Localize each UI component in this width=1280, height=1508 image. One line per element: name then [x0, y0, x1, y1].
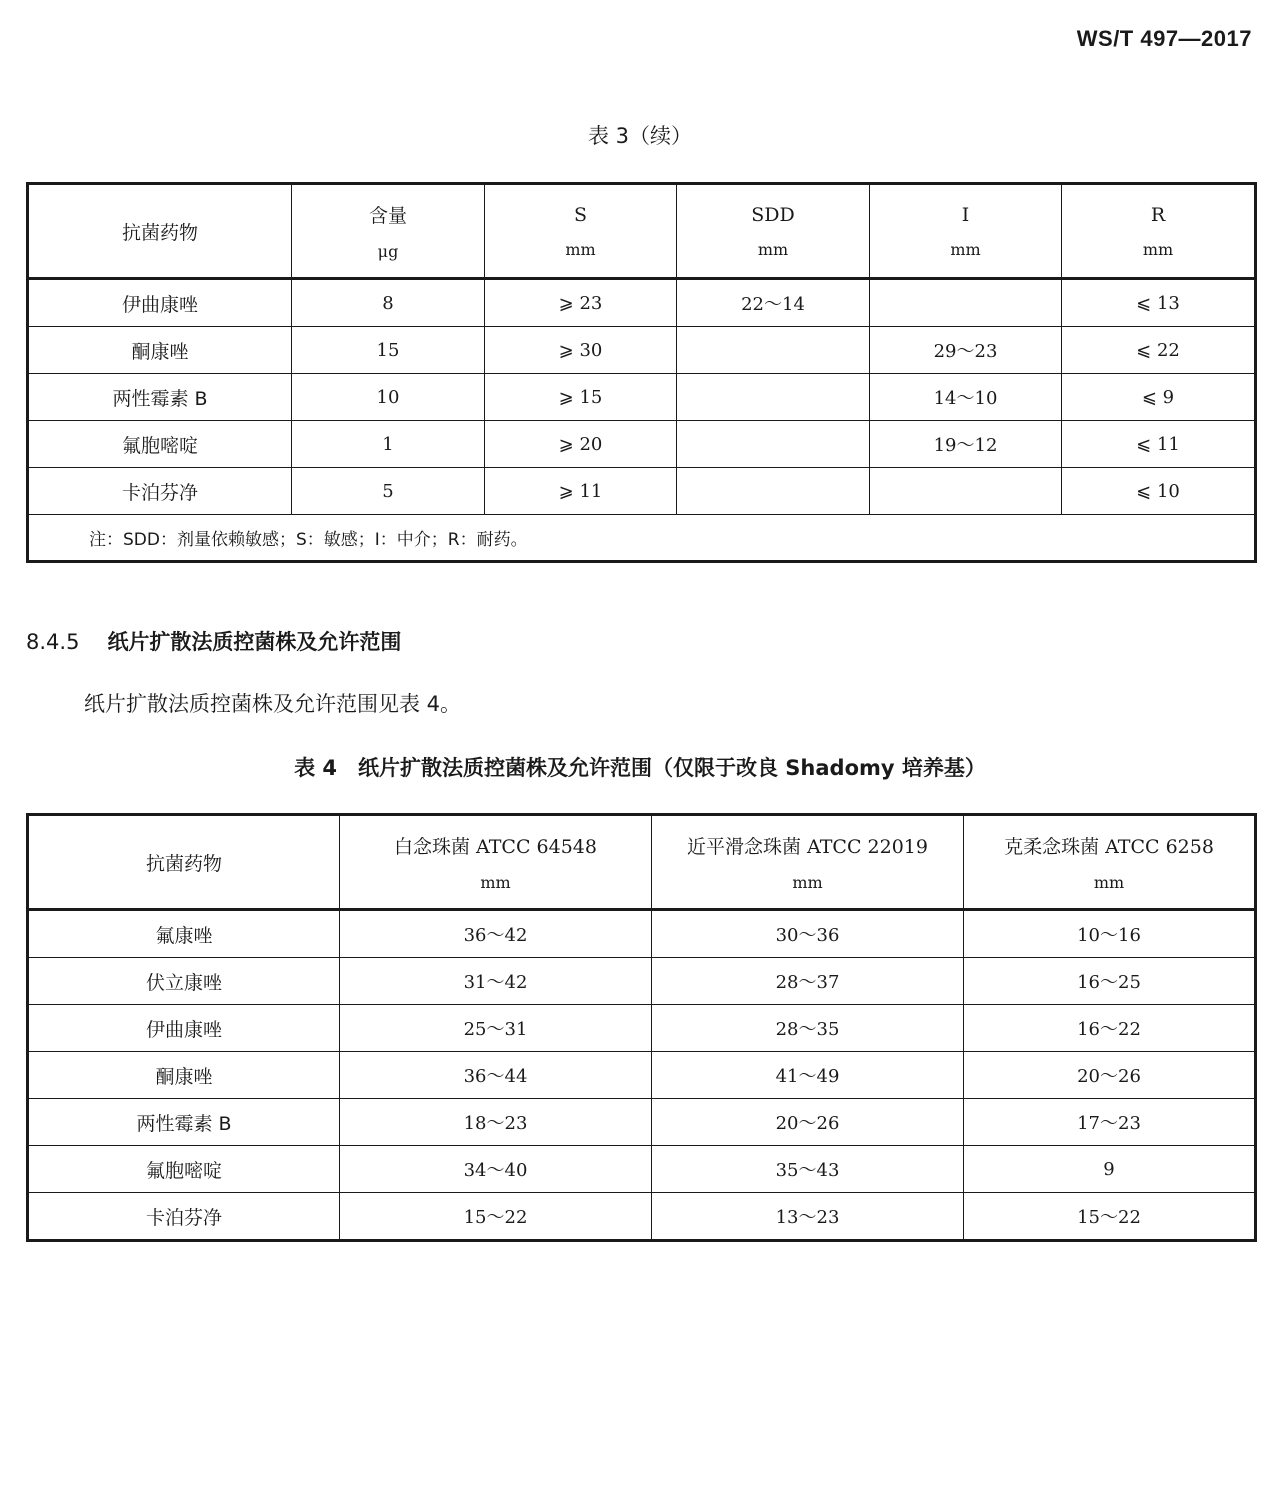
table4-cell: 18～23 — [340, 1099, 652, 1146]
table3-cell: 19～12 — [870, 421, 1062, 468]
table3-note-row — [28, 515, 1256, 562]
table4-header-c-parapsilosis: 近平滑念珠菌 ATCC 22019 mm — [652, 815, 964, 910]
table3-cell — [677, 327, 870, 374]
table3-note: 注：SDD：剂量依赖敏感；S：敏感；I：中介；R：耐药。 — [28, 515, 1256, 562]
table-row — [28, 327, 1256, 374]
table4-header-c-albicans: 白念珠菌 ATCC 64548 mm — [340, 815, 652, 910]
table3-cell: ⩾ 11 — [485, 468, 677, 515]
table4-cell: 氟胞嘧啶 — [28, 1146, 340, 1193]
table4-cell: 28～35 — [652, 1005, 964, 1052]
table4-cell: 25～31 — [340, 1005, 652, 1052]
table3-caption: 表 3（续） — [587, 124, 693, 148]
table4-cell: 35～43 — [652, 1146, 964, 1193]
table4-cell: 36～42 — [340, 910, 652, 958]
table4-cell: 卡泊芬净 — [28, 1193, 340, 1241]
standard-code: WS/T 497—2017 — [1076, 26, 1252, 51]
table3-cell: 8 — [292, 279, 485, 327]
table4-cell: 30～36 — [652, 910, 964, 958]
table4-cell: 16～22 — [964, 1005, 1256, 1052]
table4-cell: 9 — [964, 1146, 1256, 1193]
table3-cell — [870, 279, 1062, 327]
table4-cell: 10～16 — [964, 910, 1256, 958]
table-row — [28, 1099, 1256, 1146]
table-row — [28, 279, 1256, 327]
table-row — [28, 910, 1256, 958]
table3-cell: ⩾ 30 — [485, 327, 677, 374]
table3-cell: ⩽ 11 — [1062, 421, 1256, 468]
table3-cell: ⩾ 20 — [485, 421, 677, 468]
table4-cell: 20～26 — [964, 1052, 1256, 1099]
table3-header-i: I mm — [870, 184, 1062, 279]
table-row — [28, 1052, 1256, 1099]
table4-cell: 15～22 — [340, 1193, 652, 1241]
table3-cell: ⩾ 15 — [485, 374, 677, 421]
table-row — [28, 468, 1256, 515]
table4-cell: 17～23 — [964, 1099, 1256, 1146]
table3-cell: ⩽ 22 — [1062, 327, 1256, 374]
table4-cell: 氟康唑 — [28, 910, 340, 958]
table4-header-drug: 抗菌药物 — [28, 815, 340, 910]
table3-cell: ⩾ 23 — [485, 279, 677, 327]
table4-cell: 16～25 — [964, 958, 1256, 1005]
table3-cell: 酮康唑 — [28, 327, 292, 374]
table3-cell: 卡泊芬净 — [28, 468, 292, 515]
table3-cell: 29～23 — [870, 327, 1062, 374]
table4-cell: 伏立康唑 — [28, 958, 340, 1005]
table3-cell: 1 — [292, 421, 485, 468]
table3-cell: 5 — [292, 468, 485, 515]
table4-header-c-krusei: 克柔念珠菌 ATCC 6258 mm — [964, 815, 1256, 910]
table3-cell — [870, 468, 1062, 515]
table3-cell: ⩽ 10 — [1062, 468, 1256, 515]
table3-cell: 22～14 — [677, 279, 870, 327]
table4-cell: 两性霉素 B — [28, 1099, 340, 1146]
table3-header-content: 含量 μg — [292, 184, 485, 279]
table3-header-sdd: SDD mm — [677, 184, 870, 279]
table-row — [28, 1146, 1256, 1193]
section-heading — [26, 626, 401, 656]
table4-cell: 伊曲康唑 — [28, 1005, 340, 1052]
table-row — [28, 1193, 1256, 1241]
section-title: 纸片扩散法质控菌株及允许范围 — [107, 630, 402, 654]
table4-cell: 酮康唑 — [28, 1052, 340, 1099]
table-row — [28, 1005, 1256, 1052]
table3 — [26, 182, 1257, 563]
table3-cell — [677, 421, 870, 468]
table3-cell: 伊曲康唑 — [28, 279, 292, 327]
table3-cell — [677, 468, 870, 515]
table3-cell: 10 — [292, 374, 485, 421]
table3-header-r: R mm — [1062, 184, 1256, 279]
table3-cell: 14～10 — [870, 374, 1062, 421]
table4-cell: 36～44 — [340, 1052, 652, 1099]
table3-cell: ⩽ 9 — [1062, 374, 1256, 421]
table3-header-row — [28, 184, 1256, 279]
section-body: 纸片扩散法质控菌株及允许范围见表 4。 — [84, 692, 462, 716]
table4-cell: 15～22 — [964, 1193, 1256, 1241]
table3-header-s: S mm — [485, 184, 677, 279]
table4-cell: 41～49 — [652, 1052, 964, 1099]
table3-cell: 两性霉素 B — [28, 374, 292, 421]
table3-cell: 15 — [292, 327, 485, 374]
table3-cell: 氟胞嘧啶 — [28, 421, 292, 468]
table-row — [28, 958, 1256, 1005]
table4 — [26, 813, 1257, 1242]
table4-cell: 34～40 — [340, 1146, 652, 1193]
table3-cell: ⩽ 13 — [1062, 279, 1256, 327]
table4-header-row — [28, 815, 1256, 910]
table4-cell: 28～37 — [652, 958, 964, 1005]
table4-cell: 13～23 — [652, 1193, 964, 1241]
table-row — [28, 421, 1256, 468]
table3-cell — [677, 374, 870, 421]
table3-header-drug: 抗菌药物 — [28, 184, 292, 279]
table4-cell: 31～42 — [340, 958, 652, 1005]
table4-cell: 20～26 — [652, 1099, 964, 1146]
table-row — [28, 374, 1256, 421]
table4-caption: 表 4 纸片扩散法质控菌株及允许范围（仅限于改良 Shadomy 培养基） — [294, 756, 986, 780]
section-number: 8.4.5 — [26, 630, 80, 654]
